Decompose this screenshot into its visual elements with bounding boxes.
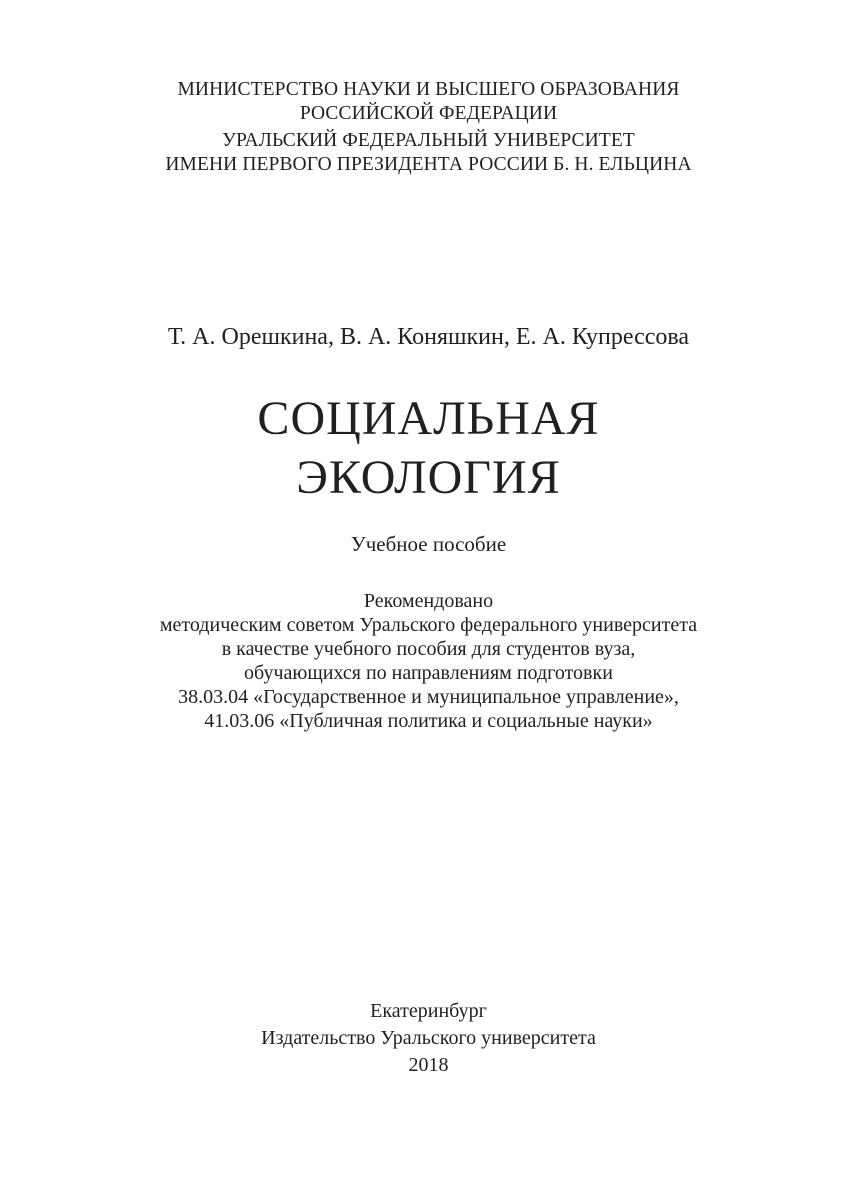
recommendation-line-6: 41.03.06 «Публичная политика и социальные науки» xyxy=(204,710,653,732)
ministry-line-2: РОССИЙСКОЙ ФЕДЕРАЦИИ xyxy=(299,103,558,124)
imprint-city: Екатеринбург xyxy=(370,1000,487,1022)
recommendation-line-4: обучающихся по направлениям подготовки xyxy=(244,662,613,684)
imprint-year: 2018 xyxy=(408,1054,449,1076)
recommendation-line-3: в качестве учебного пособия для студентов вуза, xyxy=(221,638,636,660)
title-line-1: СОЦИАЛЬНАЯ xyxy=(257,392,600,445)
recommendation-line-2: методическим советом Уральского федерального университета xyxy=(159,614,698,636)
recommendation-line-1: Рекомендовано xyxy=(363,590,494,612)
university-line-1: УРАЛЬСКИЙ ФЕДЕРАЛЬНЫЙ УНИВЕРСИТЕТ xyxy=(222,130,635,151)
recommendation-line-5: 38.03.04 «Государственное и муниципальное управление», xyxy=(178,686,679,708)
subtitle: Учебное пособие xyxy=(350,532,507,556)
title-line-2: ЭКОЛОГИЯ xyxy=(296,451,561,504)
ministry-line-1: МИНИСТЕРСТВО НАУКИ И ВЫСШЕГО ОБРАЗОВАНИЯ xyxy=(177,79,680,100)
university-line-2: ИМЕНИ ПЕРВОГО ПРЕЗИДЕНТА РОССИИ Б. Н. ЕЛЬЦИНА xyxy=(165,154,692,175)
authors: Т. А. Орешкина, В. А. Коняшкин, Е. А. Купрессова xyxy=(167,324,690,350)
imprint-publisher: Издательство Уральского университета xyxy=(261,1027,596,1049)
